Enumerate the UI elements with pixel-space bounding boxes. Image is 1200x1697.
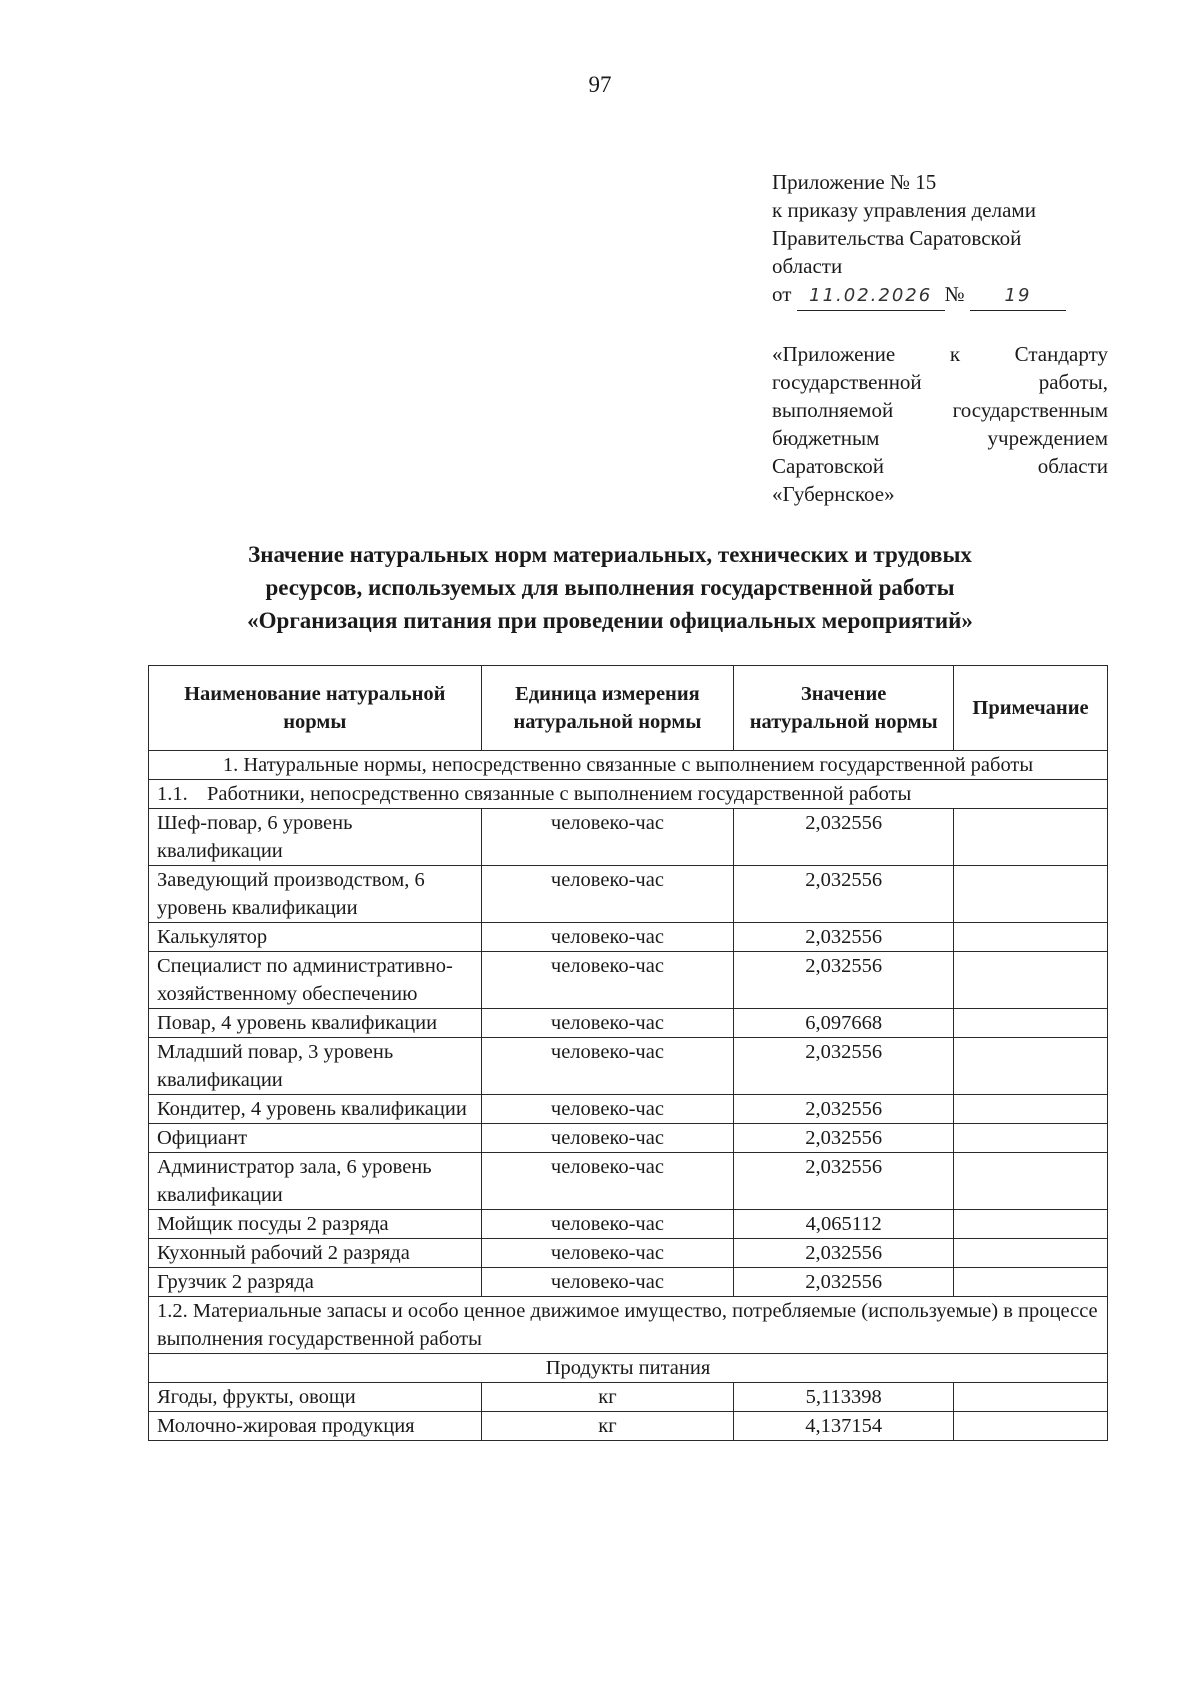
table-row: [149, 1009, 1108, 1038]
row-value-cell: 2,032556: [734, 1153, 954, 1210]
row-value-cell: 2,032556: [734, 809, 954, 866]
row-unit-cell: человеко-час: [481, 866, 734, 923]
row-value-cell: 2,032556: [734, 1038, 954, 1095]
header-name: Наименование натуральной нормы: [149, 666, 482, 751]
row-unit-cell: человеко-час: [481, 952, 734, 1009]
section-1-heading: 1. Натуральные нормы, непосредственно связанные с выполнением государственной работы: [149, 751, 1108, 780]
row-value-cell: 2,032556: [734, 923, 954, 952]
row-name-cell: Специалист по административно-хозяйственному обеспечению: [149, 952, 482, 1009]
row-value-cell: 5,113398: [734, 1383, 954, 1412]
row-name-cell: Официант: [149, 1124, 482, 1153]
row-note-cell: [954, 1038, 1108, 1095]
appendix-line: к приказу управления делами: [772, 198, 1036, 222]
subsection-row: [149, 1297, 1108, 1354]
row-unit-cell: человеко-час: [481, 1095, 734, 1124]
table-row: [149, 1239, 1108, 1268]
row-note-cell: [954, 1239, 1108, 1268]
row-value-cell: 2,032556: [734, 1239, 954, 1268]
row-value-cell: 2,032556: [734, 952, 954, 1009]
row-unit-cell: человеко-час: [481, 923, 734, 952]
row-unit-cell: кг: [481, 1383, 734, 1412]
row-name-cell: Заведующий производством, 6 уровень квалификации: [149, 866, 482, 923]
table-row: [149, 1095, 1108, 1124]
row-name-cell: Калькулятор: [149, 923, 482, 952]
row-name-cell: Грузчик 2 разряда: [149, 1268, 482, 1297]
row-note-cell: [954, 866, 1108, 923]
appendix-line: области: [772, 254, 843, 278]
page-number: 97: [588, 72, 612, 97]
title-line: Значение натуральных норм материальных, технических и трудовых: [248, 542, 972, 567]
appendix-line: Правительства Саратовской: [772, 226, 1022, 250]
handwritten-date: 11.02.2026: [797, 282, 945, 311]
standard-reference-last-line: «Губернское»: [772, 482, 895, 506]
food-category-heading: Продукты питания: [149, 1354, 1108, 1383]
row-name-cell: Молочно-жировая продукция: [149, 1412, 482, 1441]
table-row: [149, 1210, 1108, 1239]
title-line: «Организация питания при проведении официальных мероприятий»: [247, 608, 973, 633]
order-date-number-line: [772, 280, 1108, 311]
section-1-1-text: Работники, непосредственно связанные с выполнением государственной работы: [207, 783, 912, 805]
row-value-cell: 6,097668: [734, 1009, 954, 1038]
row-unit-cell: человеко-час: [481, 1009, 734, 1038]
row-name-cell: Администратор зала, 6 уровень квалификации: [149, 1153, 482, 1210]
section-row: [149, 751, 1108, 780]
row-note-cell: [954, 1412, 1108, 1441]
category-row: [149, 1354, 1108, 1383]
row-note-cell: [954, 809, 1108, 866]
row-name-cell: Шеф-повар, 6 уровень квалификации: [149, 809, 482, 866]
row-value-cell: 2,032556: [734, 1124, 954, 1153]
table-row: [149, 1153, 1108, 1210]
row-unit-cell: человеко-час: [481, 1124, 734, 1153]
row-unit-cell: человеко-час: [481, 809, 734, 866]
row-name-cell: Кухонный рабочий 2 разряда: [149, 1239, 482, 1268]
row-note-cell: [954, 1095, 1108, 1124]
row-unit-cell: человеко-час: [481, 1268, 734, 1297]
row-note-cell: [954, 952, 1108, 1009]
section-1-1-heading: [149, 780, 1108, 809]
row-value-cell: 4,137154: [734, 1412, 954, 1441]
table-row: [149, 923, 1108, 952]
table-row: [149, 1383, 1108, 1412]
table-row: [149, 952, 1108, 1009]
row-note-cell: [954, 1210, 1108, 1239]
row-name-cell: Мойщик посуды 2 разряда: [149, 1210, 482, 1239]
row-name-cell: Ягоды, фрукты, овощи: [149, 1383, 482, 1412]
table-row: [149, 809, 1108, 866]
header-note: Примечание: [954, 666, 1108, 751]
row-note-cell: [954, 1153, 1108, 1210]
row-name-cell: Младший повар, 3 уровень квалификации: [149, 1038, 482, 1095]
row-value-cell: 2,032556: [734, 866, 954, 923]
document-title: [140, 538, 1080, 637]
table-row: [149, 1124, 1108, 1153]
row-note-cell: [954, 1124, 1108, 1153]
row-note-cell: [954, 923, 1108, 952]
appendix-block: [772, 168, 1108, 311]
row-note-cell: [954, 1383, 1108, 1412]
row-value-cell: 4,065112: [734, 1210, 954, 1239]
standard-reference-text: «Приложение к Стандарту государственной работы, выполняемой государственным бюджетным учреждением Саратовской области: [772, 342, 1108, 478]
norms-table: [148, 665, 1108, 1441]
table-row: [149, 1038, 1108, 1095]
row-name-cell: Кондитер, 4 уровень квалификации: [149, 1095, 482, 1124]
handwritten-number: 19: [970, 282, 1066, 311]
row-unit-cell: человеко-час: [481, 1153, 734, 1210]
row-value-cell: 2,032556: [734, 1095, 954, 1124]
table-row: [149, 1268, 1108, 1297]
appendix-line: Приложение № 15: [772, 170, 937, 194]
row-note-cell: [954, 1268, 1108, 1297]
row-unit-cell: человеко-час: [481, 1210, 734, 1239]
standard-reference: [772, 340, 1108, 508]
title-line: ресурсов, используемых для выполнения государственной работы: [265, 575, 955, 600]
row-value-cell: 2,032556: [734, 1268, 954, 1297]
header-value: Значение натуральной нормы: [734, 666, 954, 751]
row-unit-cell: человеко-час: [481, 1038, 734, 1095]
subsection-row: [149, 780, 1108, 809]
row-note-cell: [954, 1009, 1108, 1038]
table-row: [149, 866, 1108, 923]
section-1-1-number: 1.1.: [157, 783, 188, 805]
row-unit-cell: кг: [481, 1412, 734, 1441]
row-name-cell: Повар, 4 уровень квалификации: [149, 1009, 482, 1038]
row-unit-cell: человеко-час: [481, 1239, 734, 1268]
number-sign: №: [944, 282, 965, 306]
table-header-row: [149, 666, 1108, 751]
table-row: [149, 1412, 1108, 1441]
header-unit: Единица измерения натуральной нормы: [481, 666, 734, 751]
section-1-2-heading: 1.2. Материальные запасы и особо ценное движимое имущество, потребляемые (используемые) в процессе выполнения государственной работы: [149, 1297, 1108, 1354]
date-prefix: от: [772, 282, 792, 306]
